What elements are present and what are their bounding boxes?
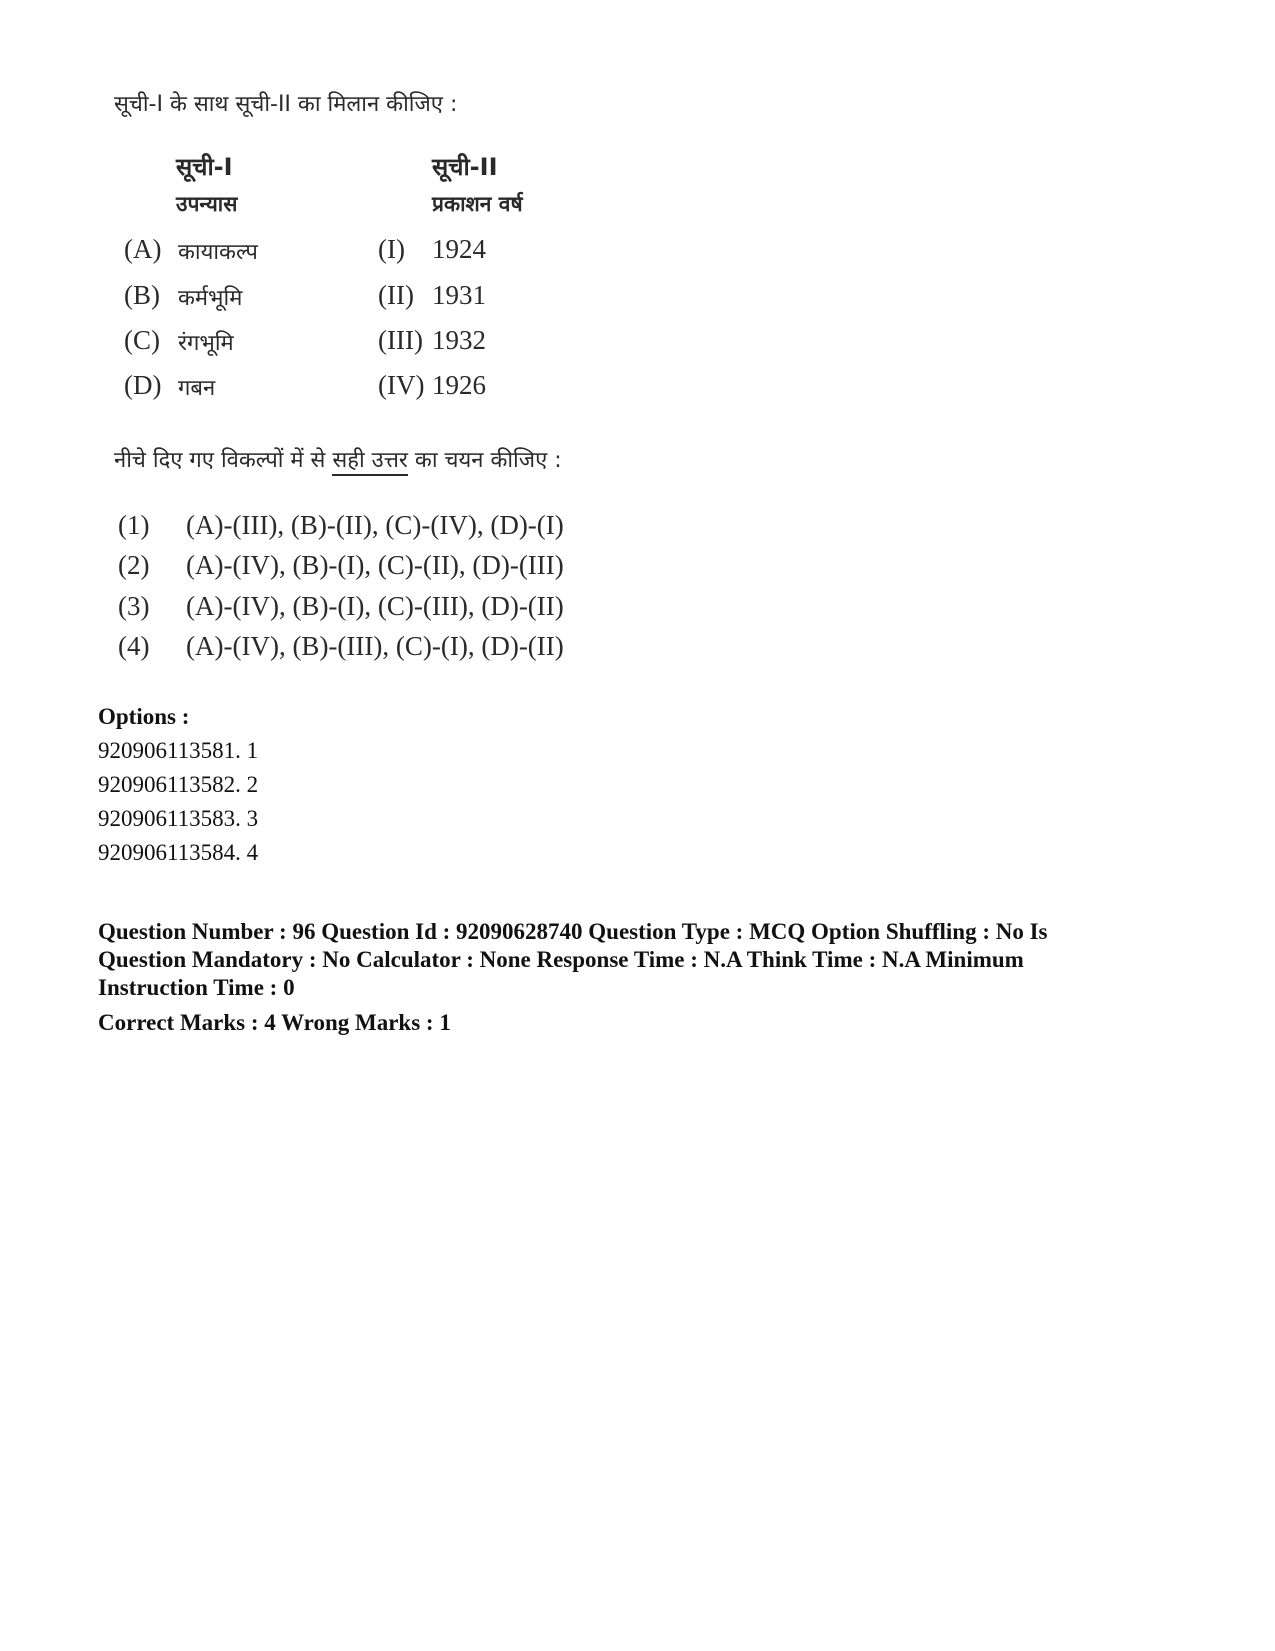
list1-subtitle: उपन्यास xyxy=(176,192,238,216)
meta-line: Question Mandatory : No Calculator : None Response Time : N.A Think Time : N.A Minimum xyxy=(98,947,1024,972)
choice-num: (3) xyxy=(118,591,150,621)
row-year: 1926 xyxy=(432,370,486,400)
row-num: (IV) xyxy=(378,370,425,400)
meta-line: Instruction Time : 0 xyxy=(98,975,295,1000)
question-meta xyxy=(98,918,1158,1002)
instruction: नीचे दिए गए विकल्पों में से सही उत्तर का चयन कीजिए : xyxy=(114,444,562,474)
row-year: 1931 xyxy=(432,280,486,310)
option-item: 920906113581. 1 xyxy=(98,738,259,763)
list2-subtitle: प्रकाशन वर्ष xyxy=(432,192,523,216)
list2-title: सूची-II xyxy=(432,153,498,181)
row-item: गबन xyxy=(178,376,216,401)
choice-num: (2) xyxy=(118,550,150,580)
row-label: (C) xyxy=(124,325,160,355)
choice-num: (1) xyxy=(118,510,150,540)
marks-line: Correct Marks : 4 Wrong Marks : 1 xyxy=(98,1010,451,1035)
choice-text: (A)-(III), (B)-(II), (C)-(IV), (D)-(I) xyxy=(186,510,564,540)
row-num: (III) xyxy=(378,325,423,355)
row-label: (D) xyxy=(124,370,162,400)
option-item: 920906113584. 4 xyxy=(98,840,259,865)
row-num: (II) xyxy=(378,280,414,310)
list1-title: सूची-I xyxy=(176,153,233,181)
choice-text: (A)-(IV), (B)-(I), (C)-(II), (D)-(III) xyxy=(186,550,564,580)
meta-line: Question Number : 96 Question Id : 92090628740 Question Type : MCQ Option Shuffling : No Is xyxy=(98,919,1048,944)
row-item: रंगभूमि xyxy=(178,331,234,356)
row-label: (B) xyxy=(124,280,160,310)
row-label: (A) xyxy=(124,234,162,264)
choice-text: (A)-(IV), (B)-(I), (C)-(III), (D)-(II) xyxy=(186,591,564,621)
row-year: 1932 xyxy=(432,325,486,355)
choice-text: (A)-(IV), (B)-(III), (C)-(I), (D)-(II) xyxy=(186,631,564,661)
options-title: Options : xyxy=(98,704,190,729)
instruction-underlined: सही उत्तर xyxy=(332,448,408,476)
question-prompt: सूची-I के साथ सूची-II का मिलान कीजिए : xyxy=(114,92,458,117)
row-item: कर्मभूमि xyxy=(178,286,243,311)
row-year: 1924 xyxy=(432,234,486,264)
option-item: 920906113582. 2 xyxy=(98,772,259,797)
choice-num: (4) xyxy=(118,631,150,661)
option-item: 920906113583. 3 xyxy=(98,806,259,831)
question-image xyxy=(96,70,656,670)
row-item: कायाकल्प xyxy=(178,240,258,265)
row-num: (I) xyxy=(378,234,405,264)
